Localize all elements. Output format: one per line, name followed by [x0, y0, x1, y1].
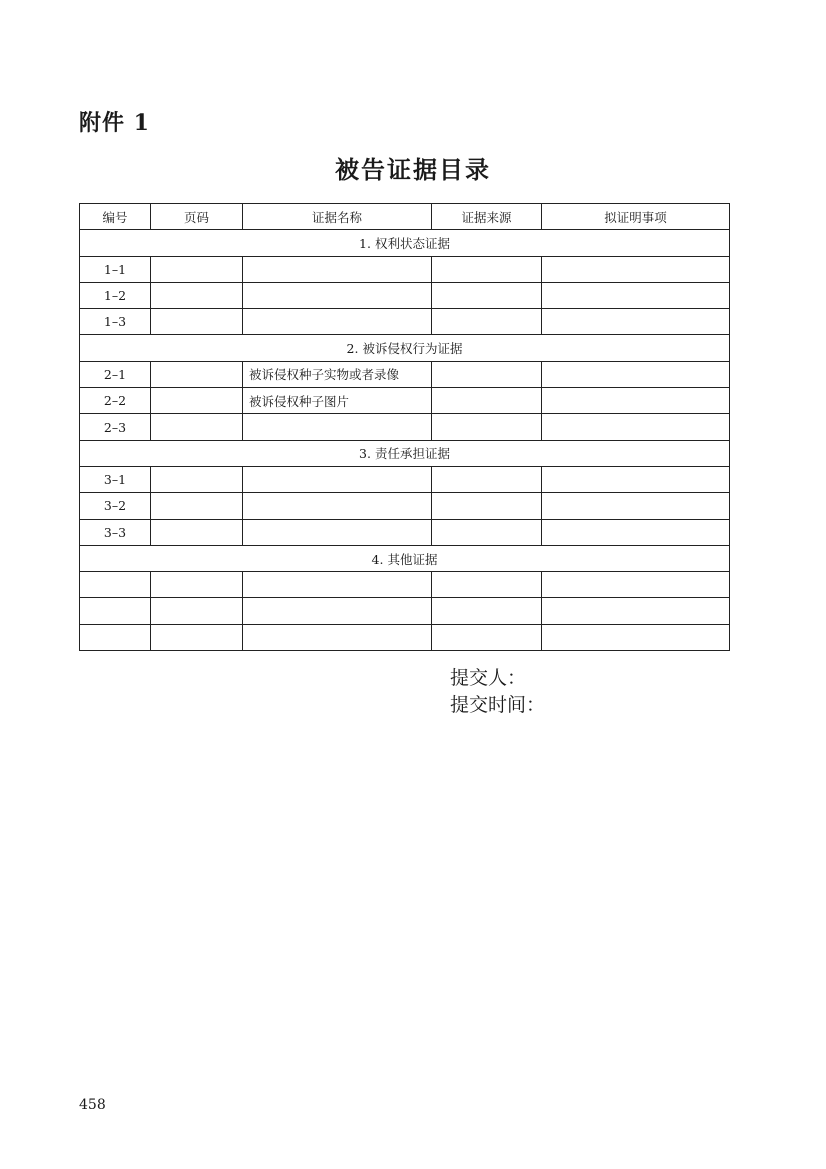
cell-number: 2–3: [80, 414, 151, 440]
cell-purpose: [542, 414, 730, 440]
header-number: 编号: [80, 204, 151, 230]
cell-evidence-name: [243, 572, 432, 598]
cell-number: 3–3: [80, 519, 151, 545]
section-heading: 3. 责任承担证据: [80, 440, 730, 466]
cell-purpose: [542, 519, 730, 545]
cell-evidence-source: [432, 414, 542, 440]
section-heading: 1. 权利状态证据: [80, 230, 730, 256]
cell-number: 1–3: [80, 309, 151, 335]
evidence-table: [79, 203, 730, 651]
cell-evidence-name: [243, 282, 432, 308]
cell-page: [151, 572, 243, 598]
cell-page: [151, 256, 243, 282]
header-evidence-name: 证据名称: [243, 204, 432, 230]
cell-purpose: [542, 466, 730, 492]
header-purpose: 拟证明事项: [542, 204, 730, 230]
cell-page: [151, 414, 243, 440]
cell-evidence-source: [432, 282, 542, 308]
table-row: [80, 519, 730, 545]
cell-evidence-name: [243, 598, 432, 624]
section-heading: 2. 被诉侵权行为证据: [80, 335, 730, 361]
table-row: [80, 624, 730, 650]
cell-purpose: [542, 388, 730, 414]
cell-evidence-name: 被诉侵权种子实物或者录像: [243, 361, 432, 387]
cell-number: [80, 624, 151, 650]
table-row: [80, 361, 730, 387]
table-row: [80, 282, 730, 308]
cell-evidence-source: [432, 572, 542, 598]
cell-purpose: [542, 361, 730, 387]
cell-evidence-source: [432, 624, 542, 650]
cell-evidence-source: [432, 493, 542, 519]
cell-evidence-source: [432, 388, 542, 414]
submit-time-label: 提交时间：: [450, 694, 546, 716]
cell-purpose: [542, 572, 730, 598]
section-row: [80, 335, 730, 361]
section-row: [80, 230, 730, 256]
cell-evidence-source: [432, 466, 542, 492]
cell-number: 2–2: [80, 388, 151, 414]
header-evidence-source: 证据来源: [432, 204, 542, 230]
cell-page: [151, 519, 243, 545]
table-row: [80, 493, 730, 519]
cell-page: [151, 624, 243, 650]
cell-purpose: [542, 493, 730, 519]
cell-evidence-source: [432, 256, 542, 282]
cell-page: [151, 282, 243, 308]
cell-number: 2–1: [80, 361, 151, 387]
cell-page: [151, 466, 243, 492]
cell-evidence-name: [243, 309, 432, 335]
cell-page: [151, 598, 243, 624]
submitter-label: 提交人：: [450, 667, 527, 689]
table-row: [80, 388, 730, 414]
section-heading: 4. 其他证据: [80, 545, 730, 571]
cell-number: 3–1: [80, 466, 151, 492]
cell-page: [151, 388, 243, 414]
submission-block: [450, 665, 545, 719]
document-title: 被告证据目录: [335, 155, 491, 184]
cell-page: [151, 309, 243, 335]
cell-number: [80, 572, 151, 598]
section-row: [80, 545, 730, 571]
cell-number: [80, 598, 151, 624]
cell-evidence-source: [432, 309, 542, 335]
cell-page: [151, 361, 243, 387]
annex-label: 附件 1: [79, 110, 150, 136]
cell-evidence-source: [432, 519, 542, 545]
cell-purpose: [542, 624, 730, 650]
page-number: 458: [79, 1097, 106, 1113]
cell-evidence-name: [243, 414, 432, 440]
cell-purpose: [542, 282, 730, 308]
cell-purpose: [542, 256, 730, 282]
cell-purpose: [542, 598, 730, 624]
table-row: [80, 256, 730, 282]
table-row: [80, 466, 730, 492]
table-row: [80, 598, 730, 624]
cell-evidence-name: [243, 519, 432, 545]
cell-number: 1–2: [80, 282, 151, 308]
cell-page: [151, 493, 243, 519]
table-row: [80, 309, 730, 335]
cell-evidence-name: [243, 466, 432, 492]
table-header-row: [80, 204, 730, 230]
cell-evidence-name: 被诉侵权种子图片: [243, 388, 432, 414]
table-body: [80, 230, 730, 651]
cell-evidence-name: [243, 493, 432, 519]
cell-number: 1–1: [80, 256, 151, 282]
header-page: 页码: [151, 204, 243, 230]
cell-evidence-source: [432, 361, 542, 387]
cell-evidence-name: [243, 256, 432, 282]
cell-evidence-name: [243, 624, 432, 650]
section-row: [80, 440, 730, 466]
table-row: [80, 414, 730, 440]
cell-purpose: [542, 309, 730, 335]
cell-number: 3–2: [80, 493, 151, 519]
cell-evidence-source: [432, 598, 542, 624]
table-row: [80, 572, 730, 598]
